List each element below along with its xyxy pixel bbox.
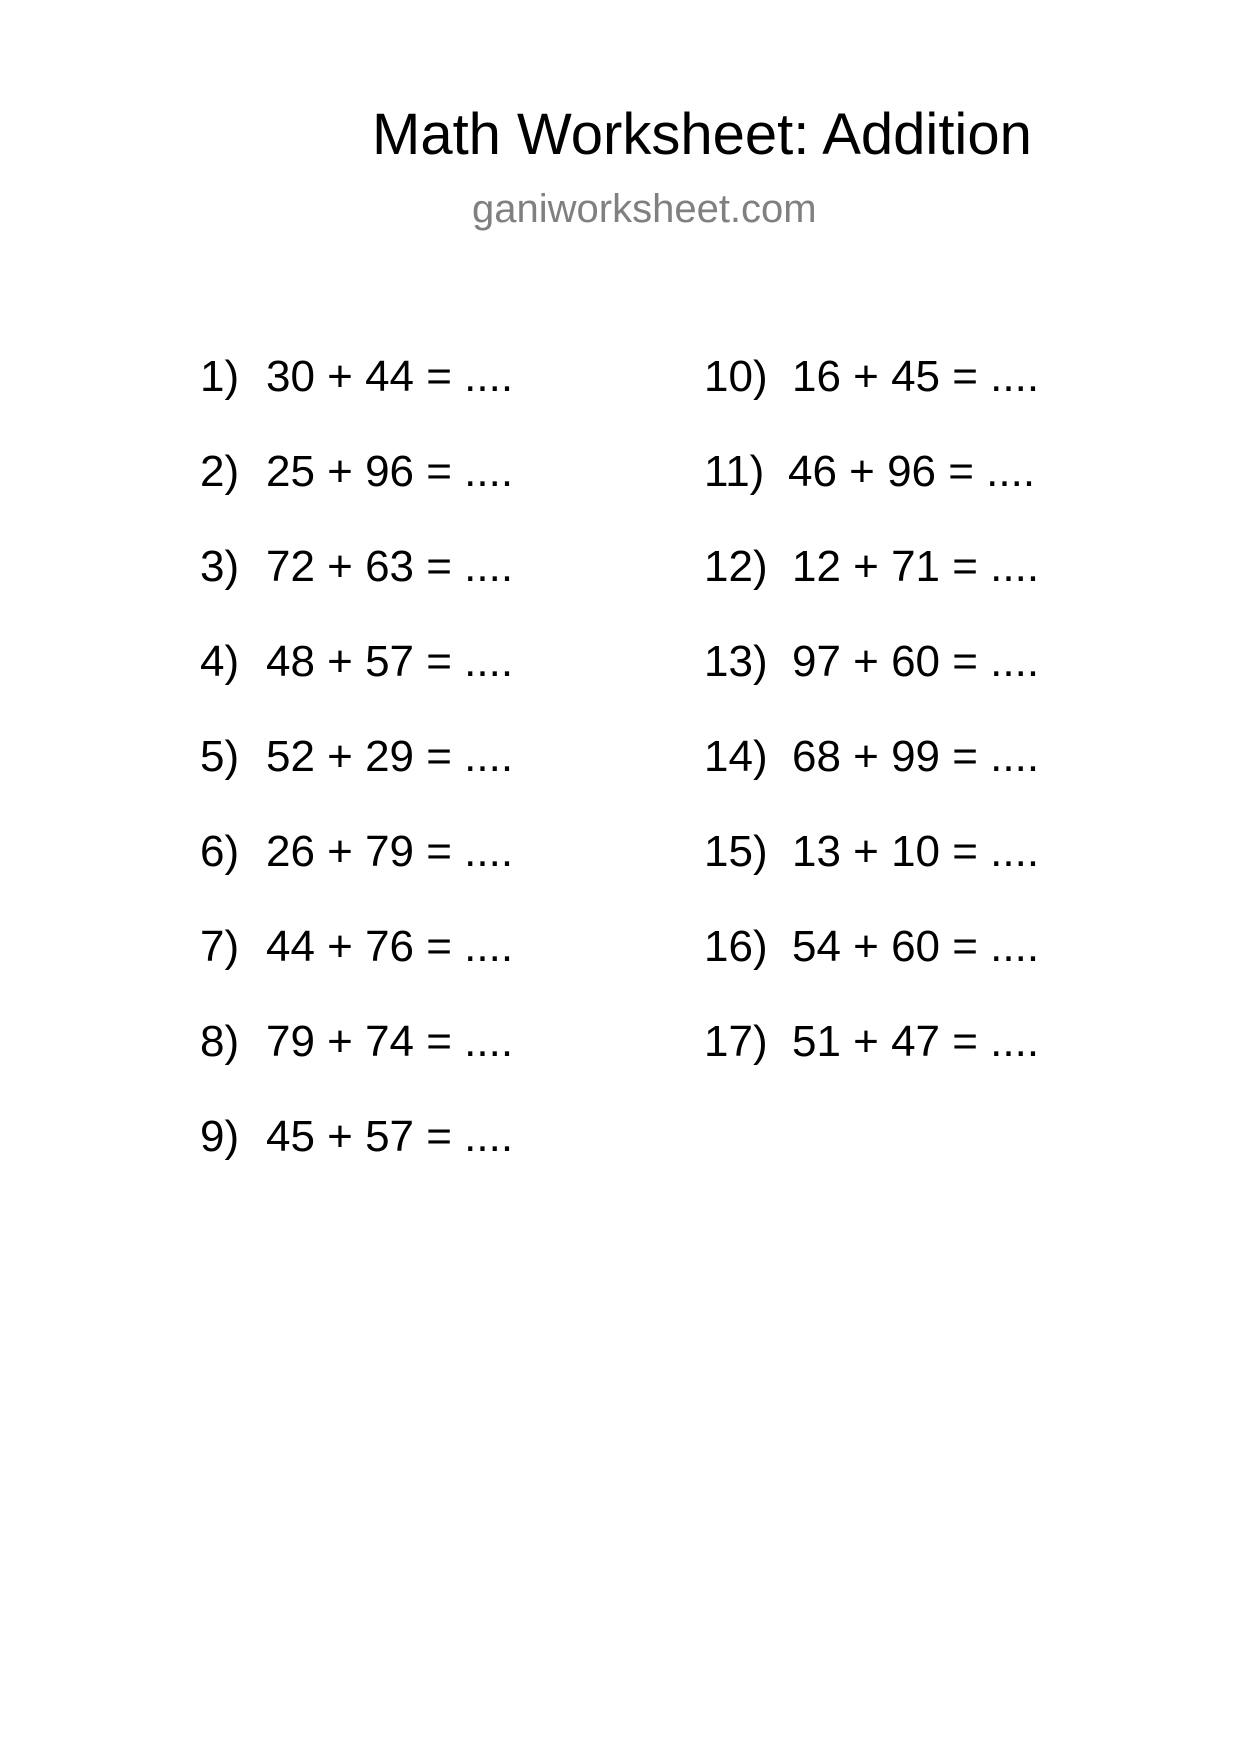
- problem-number: 12): [704, 542, 768, 591]
- problem-number: 4): [200, 637, 240, 686]
- problem-1: [200, 352, 513, 447]
- problem-number: 17): [704, 1017, 768, 1066]
- problem-expression: 68 + 99 = ....: [792, 732, 1040, 781]
- problem-expression: 54 + 60 = ....: [792, 922, 1040, 971]
- problem-expression: 25 + 96 = ....: [266, 447, 514, 496]
- problem-expression: 30 + 44 = ....: [266, 352, 514, 401]
- problem-number: 10): [704, 352, 768, 401]
- problem-14: [704, 732, 1039, 827]
- problem-6: [200, 827, 513, 922]
- problem-expression: 52 + 29 = ....: [266, 732, 514, 781]
- problem-number: 13): [704, 637, 768, 686]
- problem-3: [200, 542, 513, 637]
- problem-column-right: [704, 352, 1039, 1112]
- problem-10: [704, 352, 1039, 447]
- problem-12: [704, 542, 1039, 637]
- problem-11: [704, 447, 1039, 542]
- site-subtitle: ganiworksheet.com: [472, 187, 817, 231]
- problem-expression: 13 + 10 = ....: [792, 827, 1040, 876]
- problem-column-left: [200, 352, 513, 1207]
- problem-expression: 51 + 47 = ....: [792, 1017, 1040, 1066]
- problem-expression: 44 + 76 = ....: [266, 922, 514, 971]
- problem-number: 5): [200, 732, 240, 781]
- problem-expression: 26 + 79 = ....: [266, 827, 514, 876]
- problem-number: 7): [200, 922, 240, 971]
- problem-expression: 72 + 63 = ....: [266, 542, 514, 591]
- problem-number: 6): [200, 827, 240, 876]
- problem-number: 2): [200, 447, 240, 496]
- problem-2: [200, 447, 513, 542]
- problem-4: [200, 637, 513, 732]
- problem-13: [704, 637, 1039, 732]
- page-title: Math Worksheet: Addition: [372, 102, 1032, 167]
- problem-16: [704, 922, 1039, 1017]
- problem-expression: 16 + 45 = ....: [792, 352, 1040, 401]
- problem-number: 8): [200, 1017, 240, 1066]
- problem-5: [200, 732, 513, 827]
- problem-number: 15): [704, 827, 768, 876]
- problem-expression: 45 + 57 = ....: [266, 1112, 514, 1161]
- problem-number: 9): [200, 1112, 240, 1161]
- problem-number: 11): [704, 447, 765, 496]
- problem-expression: 79 + 74 = ....: [266, 1017, 514, 1066]
- problem-expression: 97 + 60 = ....: [792, 637, 1040, 686]
- problem-7: [200, 922, 513, 1017]
- problem-number: 16): [704, 922, 768, 971]
- problem-9: [200, 1112, 513, 1207]
- problem-8: [200, 1017, 513, 1112]
- problem-17: [704, 1017, 1039, 1112]
- problem-15: [704, 827, 1039, 922]
- problem-expression: 46 + 96 = ....: [788, 447, 1036, 496]
- problem-number: 14): [704, 732, 768, 781]
- problem-expression: 48 + 57 = ....: [266, 637, 514, 686]
- problem-number: 1): [200, 352, 240, 401]
- problem-expression: 12 + 71 = ....: [792, 542, 1040, 591]
- problem-number: 3): [200, 542, 240, 591]
